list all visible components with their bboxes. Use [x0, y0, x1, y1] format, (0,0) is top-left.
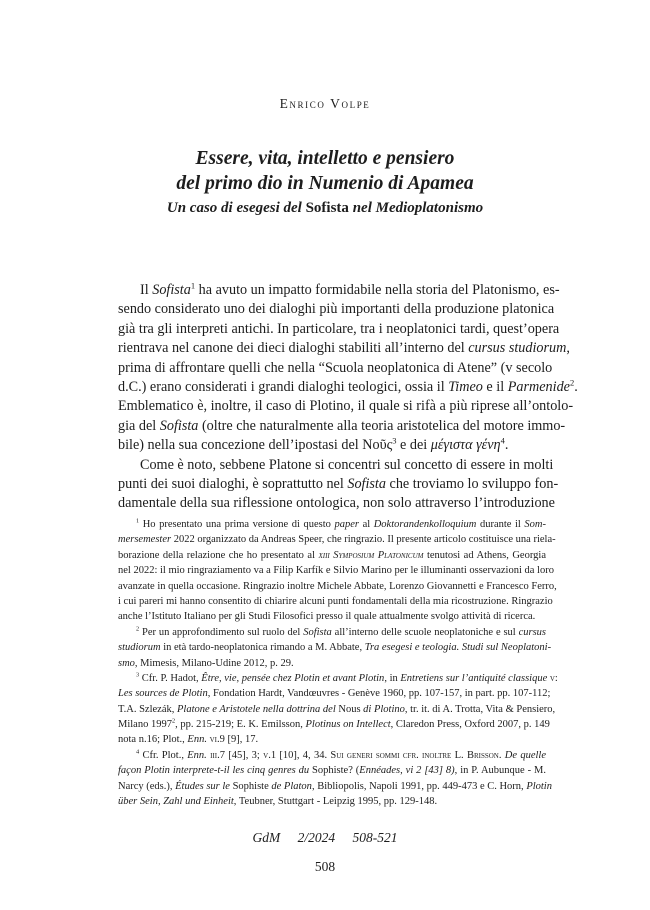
body-line: d.C.) erano considerati i grandi dialoghi teologici, ossia il Timeo e il Parmenide$^2$.	[118, 377, 578, 395]
body-line: già tra gli interpreti antichi. In particolare, tra i neoplatonici tardi, quest’opera	[118, 320, 560, 337]
text: v:	[547, 672, 558, 684]
body-line: sendo considerato uno dei dialoghi più importanti della produzione platonica	[118, 301, 555, 318]
journal-reference	[0, 830, 650, 846]
footnote-line	[118, 702, 556, 717]
body-line	[118, 417, 566, 436]
book-title: Être, vie, pensée chez Plotin et avant Plotin	[201, 672, 385, 684]
body-line	[118, 280, 560, 300]
book-title: Tra esegesi e teologia. Studi sul Neoplatoni-	[364, 642, 552, 654]
text: , Fondation Hardt, Vandœuvres - Genève 1960, pp. 107-157, in part. pp. 107-112;	[207, 688, 551, 700]
footnote-line	[118, 548, 546, 563]
text: nota n.16; Plot.,	[118, 734, 188, 746]
text: , in P. Aubunque - M.	[454, 765, 546, 777]
text: , in	[384, 672, 401, 684]
footnote-line	[118, 717, 550, 732]
footnote-line: nel 2022: il mio ringraziamento va a Filip Karfík e Silvio Marino per le illuminanti osservazioni da loro	[118, 565, 554, 577]
work-title: Enn.	[187, 749, 207, 761]
footnote-line	[118, 640, 552, 655]
body-line: Come è noto, sebbene Platone si concentri sul concetto di essere in molti	[140, 456, 554, 473]
footnote-line	[118, 656, 546, 671]
latin-term: cursus studiorum	[468, 340, 567, 357]
text: punti dei suoi dialoghi, è soprattutto nel	[118, 475, 348, 492]
article-subtitle	[0, 198, 650, 218]
book-title: di Plotino	[360, 703, 405, 715]
text: , pp. 215-219; E. K. Emilsson,	[175, 719, 306, 731]
subtitle-part-a: Un caso di esegesi del	[166, 200, 302, 216]
book-title: smo	[118, 657, 135, 669]
text: Milano 1997	[118, 719, 172, 731]
footnote-2	[118, 625, 546, 640]
term: cursus	[518, 626, 546, 638]
footnote-line	[118, 763, 546, 778]
text: rientrava nel canone dei dieci dialoghi stabiliti all’interno del	[118, 340, 469, 357]
work-title: Enn.	[187, 734, 207, 746]
body-line	[118, 475, 559, 494]
footnote-number: 1	[136, 517, 140, 525]
footnote-line	[118, 732, 546, 747]
text: , tr. it. di A. Trotta, Vita & Pensiero,	[404, 703, 556, 715]
text: Sophiste	[229, 780, 272, 792]
journal-pages: 508-521	[352, 830, 398, 845]
text: (oltre che naturalmente alla teoria aristotelica del motore immo-	[198, 417, 566, 434]
body-text	[118, 280, 578, 514]
footnote-ref: 2	[569, 377, 575, 388]
greek-term: μέγιστα γένη	[430, 437, 501, 454]
text: e dei	[396, 437, 431, 454]
text: bile) nella sua concezione dell’ipostasi del Νοῦς	[118, 437, 393, 454]
paragraph-2	[118, 456, 554, 475]
subtitle-part-c: nel Medioplatonismo	[352, 200, 484, 216]
body-line: Emblematico è, inoltre, il caso di Plotino, il quale si rifà a più riprese all’ontolo-	[118, 398, 574, 415]
text: in età tardo-neoplatonica rimando a M. Abbate,	[160, 642, 365, 654]
work-title: Sofista	[347, 475, 386, 492]
book-title: Plotinus on Intellect	[305, 719, 391, 731]
text: Cfr. Plot.,	[139, 749, 188, 761]
text: tenutosi ad Athens, Georgia	[423, 549, 546, 561]
book-title: Les sources de Plotin	[118, 688, 208, 700]
body-line: bile) nella sua concezione dell’ipostasi del Νοῦς$^3$ e dei μέγιστα γένη$^4$.	[118, 435, 509, 454]
term: Doktorandenkolloquium	[373, 519, 477, 530]
footnote-line	[118, 686, 551, 701]
text: , Bibliopolis, Napoli 1991, pp. 449-473 e C. Horn,	[311, 780, 527, 792]
subtitle-part-b: Sofista	[305, 200, 349, 216]
book-title: de Platon	[271, 780, 312, 792]
work-title: Timeo	[448, 378, 483, 395]
work-title: Sofista	[152, 282, 191, 298]
term: mersemester	[118, 534, 172, 546]
body-line: damentale della sua riflessione ontologica, non solo attraverso l’introduzione	[118, 495, 555, 512]
text: durante il	[476, 519, 525, 530]
term: Som-	[524, 519, 546, 530]
footnote-line	[118, 532, 556, 547]
book-title: De quelle	[504, 749, 546, 761]
text: e il	[482, 378, 508, 395]
text: Nous	[338, 703, 361, 715]
text: Cfr. P. Hadot,	[139, 672, 202, 684]
text: ha avuto un impatto formidabile nella storia del Platonismo, es-	[195, 282, 560, 298]
footnote-line: anche l’Istituto Italiano per gli Studi Filosofici presso il quale attualmente svolgo attività di ricerca.	[118, 611, 536, 623]
article-title	[0, 146, 650, 196]
journal-issue: GdM 2/2024	[252, 830, 336, 845]
footnote-4	[118, 748, 546, 763]
footnote-1	[118, 517, 546, 532]
text: Per un approfondimento sul ruolo del	[139, 626, 304, 638]
work-title: Sofista	[159, 417, 199, 434]
text: Sophiste? (	[309, 765, 360, 777]
event-title: xiii Symposium Platonicum	[318, 549, 424, 561]
footnote-line	[118, 779, 552, 794]
footnote-line: i cui pareri mi hanno consentito di chiarire alcuni punti fondamentali della mia ricostruzione. Ringrazio	[118, 595, 553, 607]
book-title: façon Plotin interprete-t-il les cinq genres du	[118, 765, 310, 777]
footnote-number: 3	[136, 671, 140, 679]
body-line: rientrava nel canone dei dieci dialoghi stabiliti all’interno del cursus studiorum,	[118, 340, 570, 357]
author-name: Enrico Volpe	[279, 96, 371, 111]
text: vi.9 [9], 17.	[206, 734, 259, 746]
text: gia del	[118, 417, 160, 434]
title-line-1: Essere, vita, intelletto e pensiero	[195, 148, 455, 169]
text: , Claredon Press, Oxford 2007, p. 149	[390, 719, 550, 731]
footnote-number: 2	[136, 625, 140, 633]
book-title: Plotin	[526, 780, 552, 792]
footnote-ref: 1	[190, 280, 196, 291]
paragraph-1	[118, 280, 560, 300]
term: paper	[334, 519, 359, 530]
book-title: Entretiens sur l’antiquité classique	[400, 672, 548, 684]
text: Narcy (eds.),	[118, 780, 176, 792]
footnote-ref: 3	[392, 435, 397, 446]
work-title: Sofista	[303, 626, 332, 638]
text: che troviamo lo sviluppo fon-	[385, 475, 559, 492]
term: studiorum	[118, 642, 161, 654]
work-title: Parmenide	[507, 378, 570, 395]
book-title: Platone e Aristotele nella dottrina del	[177, 703, 339, 715]
footnote-3	[118, 671, 558, 686]
text: T.A. Szlezák,	[118, 703, 177, 715]
text: Ho presentato una prima versione di questo	[139, 519, 335, 530]
footnote-line	[118, 794, 546, 809]
text: iii.7 [45], 3; v.1 [10], 4, 34. Sui generi sommi cfr. inoltre L. Brisson.	[206, 749, 505, 761]
footnote-line: avanzate in quella occasione. Ringrazio inoltre Michele Abbate, Lorenzo Giovannetti e Francesco Ferro,	[118, 580, 557, 592]
book-title: Études sur le	[175, 780, 230, 792]
footnote-ref: 4	[500, 435, 505, 446]
book-title: über Sein, Zahl und Einheit	[118, 796, 234, 808]
page-number: 508	[314, 859, 336, 874]
edition-number: 2	[171, 717, 176, 725]
footnote-number: 4	[136, 748, 140, 756]
body-line: prima di affrontare quelli che nella “Scuola neoplatonica di Atene” (v secolo	[118, 359, 553, 376]
text: , Teubner, Stuttgart - Leipzig 1995, pp. 129-148.	[233, 796, 438, 808]
text: al	[359, 519, 374, 530]
text: Il	[140, 282, 153, 298]
text: 2022 organizzato da Andreas Speer, che ringrazio. Il presente articolo costituisce una riela-	[171, 534, 556, 546]
text: , Mimesis, Milano-Udine 2012, p. 29.	[134, 657, 294, 669]
footnotes	[118, 517, 558, 809]
text: all’interno delle scuole neoplatoniche e sul	[331, 626, 519, 638]
title-line-2: del primo dio in Numenio di Apamea	[176, 173, 474, 194]
text: d.C.) erano considerati i grandi dialoghi teologici, ossia il	[118, 378, 449, 395]
book-title: Ennéades, vi 2 [43] 8)	[359, 765, 455, 777]
text: borazione della relazione che ho presentato al	[118, 549, 319, 561]
